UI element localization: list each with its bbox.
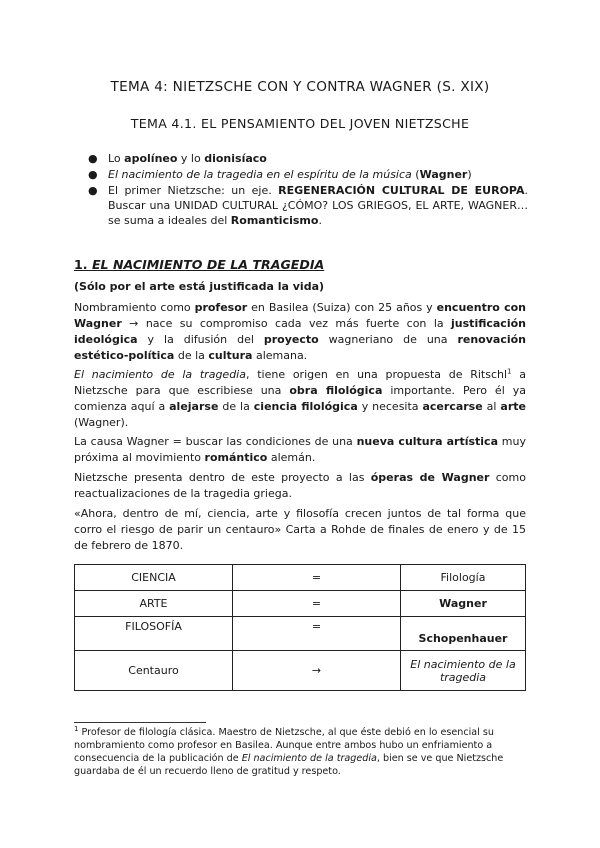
table-cell: FILOSOFÍA — [75, 617, 233, 651]
table-cell: → — [233, 651, 401, 691]
paragraph-operas: Nietzsche presenta dentro de este proyecto a las óperas de Wagner como reactualizaciones de la tragedia griega. — [74, 471, 526, 500]
footnote-ref[interactable]: 1 — [507, 367, 512, 376]
section-heading: 1. EL NACIMIENTO DE LA TRAGEDIA — [74, 257, 325, 272]
table-cell: El nacimiento de la tragedia — [401, 651, 526, 691]
table-row — [75, 591, 526, 617]
bullet-list — [88, 151, 528, 229]
bullet-item-primer-nietzsche: ● El primer Nietzsche: un eje. REGENERACIÓN CULTURAL DE EUROPA. Buscar una UNIDAD CULTURAL ¿CÓMO? LOS GRIEGOS, EL ARTE, WAGNER… se suma a ideales del Romanticismo. — [88, 184, 528, 227]
footnote: $^1$ Profesor de filología clásica. Maestro de Nietzsche, al que éste debió en lo esencial su nombramiento como profesor en Basilea. Aunque entre ambos hubo un enfriamiento a consecuencia de la publicación de El nacimiento de la tragedia, bien se ve que Nietzsche guardaba de él un recuerdo lleno de gratitud y respeto. — [74, 724, 504, 777]
bullet-dot-icon: ● — [88, 184, 98, 197]
table-cell: Centauro — [75, 651, 233, 691]
table-cell: = — [233, 617, 401, 651]
section-subheading: (Sólo por el arte está justificada la vida) — [74, 280, 325, 293]
paragraph-cita: «Ahora, dentro de mí, ciencia, arte y filosofía crecen juntos de tal forma que corro el riesgo de parir un centauro» Carta a Rohde de finales de enero y de 15 de febrero de 1870. — [74, 507, 526, 552]
paragraph-origen: El nacimiento de la tragedia, tiene origen en una propuesta de Ritschl$^1$ a Nietzsche para que escribiese una obra filológica importante. Pero él ya comienza aquí a alejarse de la ciencia filológica y necesita acercarse al arte (Wagner). — [74, 367, 526, 429]
document-subtitle: TEMA 4.1. EL PENSAMIENTO DEL JOVEN NIETZSCHE — [130, 116, 470, 131]
bullet-item-apolineo: ● Lo apolíneo y lo dionisíaco — [88, 152, 267, 165]
document-title: TEMA 4: NIETZSCHE CON Y CONTRA WAGNER (S. XIX) — [110, 79, 490, 95]
table-row — [75, 565, 526, 591]
table-cell: Wagner — [401, 591, 526, 617]
bullet-dot-icon: ● — [88, 168, 98, 181]
bullet-dot-icon: ● — [88, 152, 98, 165]
table-cell: ARTE — [75, 591, 233, 617]
bullet-item-nacimiento: ● El nacimiento de la tragedia en el espíritu de la música (Wagner) — [88, 168, 472, 181]
footnote-divider — [74, 722, 206, 723]
paragraph-nombramiento: Nombramiento como profesor en Basilea (Suiza) con 25 años y encuentro con Wagner → nace su compromiso cada vez más fuerte con la justificación ideológica y la difusión del proyecto wagneriano de una renovación estético-política de la cultura alemana. — [74, 301, 527, 362]
table-row — [75, 617, 526, 651]
paragraph-causa: La causa Wagner = buscar las condiciones de una nueva cultura artística muy próxima al movimiento romántico alemán. — [74, 435, 526, 464]
table-cell: = — [233, 591, 401, 617]
table-row — [75, 651, 526, 691]
table-cell: = — [233, 565, 401, 591]
table-cell: Filología — [401, 565, 526, 591]
comparison-table — [74, 564, 526, 691]
table-cell: CIENCIA — [75, 565, 233, 591]
table-cell: Schopenhauer — [401, 617, 526, 651]
